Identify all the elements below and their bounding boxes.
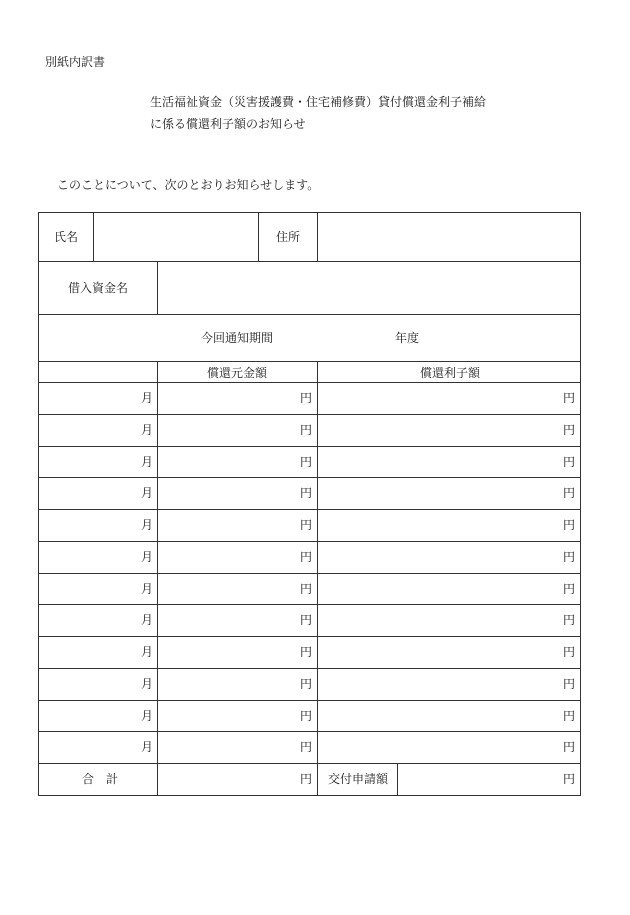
principal-yen-unit: 円 [300, 645, 313, 659]
interest-yen-unit: 円 [563, 613, 576, 627]
month-label: 月 [141, 613, 154, 627]
month-label: 月 [141, 518, 154, 532]
table-line [38, 314, 581, 315]
interest-yen-unit: 円 [563, 518, 576, 532]
document-title-line1: 生活福祉資金（災害援護費・住宅補修費）貸付償還金利子補給 [150, 95, 487, 109]
principal-yen-unit: 円 [300, 740, 313, 754]
principal-column-header: 償還元金額 [207, 366, 268, 380]
principal-yen-unit: 円 [300, 391, 313, 405]
intro-text: このことについて、次のとおりお知らせします。 [57, 178, 320, 192]
attachment-label: 別紙内訳書 [45, 55, 106, 69]
table-border-top [38, 212, 581, 213]
table-border-bottom [38, 795, 581, 796]
row-divider [38, 573, 581, 574]
month-label: 月 [141, 709, 154, 723]
principal-yen-unit: 円 [300, 518, 313, 532]
interest-yen-unit: 円 [563, 423, 576, 437]
principal-yen-unit: 円 [300, 550, 313, 564]
fiscal-year-label: 年度 [395, 331, 420, 345]
month-label: 月 [141, 423, 154, 437]
principal-yen-unit: 円 [300, 709, 313, 723]
table-line [397, 763, 398, 796]
principal-yen-unit: 円 [300, 423, 313, 437]
month-label: 月 [141, 582, 154, 596]
month-label: 月 [141, 486, 154, 500]
interest-yen-unit: 円 [563, 486, 576, 500]
table-line [38, 382, 581, 383]
interest-yen-unit: 円 [563, 455, 576, 469]
table-line [93, 212, 94, 262]
principal-yen-unit: 円 [300, 486, 313, 500]
interest-yen-unit: 円 [563, 645, 576, 659]
principal-yen-unit: 円 [300, 582, 313, 596]
total-label: 合 計 [82, 772, 119, 786]
month-label: 月 [141, 550, 154, 564]
loan-fund-label: 借入資金名 [68, 281, 129, 295]
interest-yen-unit: 円 [563, 582, 576, 596]
table-line [317, 212, 318, 262]
row-divider [38, 763, 581, 764]
interest-column-header: 償還利子額 [420, 366, 481, 380]
table-line [157, 261, 158, 315]
total-yen-unit: 円 [300, 772, 313, 786]
month-label: 月 [141, 677, 154, 691]
document-title-line2: に係る償還利子額のお知らせ [150, 117, 306, 131]
row-divider [38, 668, 581, 669]
notice-period-label: 今回通知期間 [201, 331, 274, 345]
grant-application-label: 交付申請額 [328, 772, 389, 786]
interest-yen-unit: 円 [563, 677, 576, 691]
month-label: 月 [141, 740, 154, 754]
name-label: 氏名 [54, 230, 79, 244]
interest-yen-unit: 円 [563, 391, 576, 405]
interest-yen-unit: 円 [563, 740, 576, 754]
row-divider [38, 414, 581, 415]
grant-yen-unit: 円 [563, 772, 576, 786]
row-divider [38, 509, 581, 510]
address-label: 住所 [276, 230, 301, 244]
row-divider [38, 604, 581, 605]
table-line [38, 261, 581, 262]
principal-yen-unit: 円 [300, 677, 313, 691]
table-line [38, 361, 581, 362]
row-divider [38, 446, 581, 447]
month-label: 月 [141, 391, 154, 405]
principal-yen-unit: 円 [300, 455, 313, 469]
row-divider [38, 731, 581, 732]
row-divider [38, 541, 581, 542]
month-label: 月 [141, 645, 154, 659]
row-divider [38, 636, 581, 637]
table-line [258, 212, 259, 262]
row-divider [38, 700, 581, 701]
interest-yen-unit: 円 [563, 709, 576, 723]
month-label: 月 [141, 455, 154, 469]
interest-yen-unit: 円 [563, 550, 576, 564]
table-border-right [580, 212, 581, 796]
principal-yen-unit: 円 [300, 613, 313, 627]
row-divider [38, 477, 581, 478]
table-border-left [38, 212, 39, 796]
